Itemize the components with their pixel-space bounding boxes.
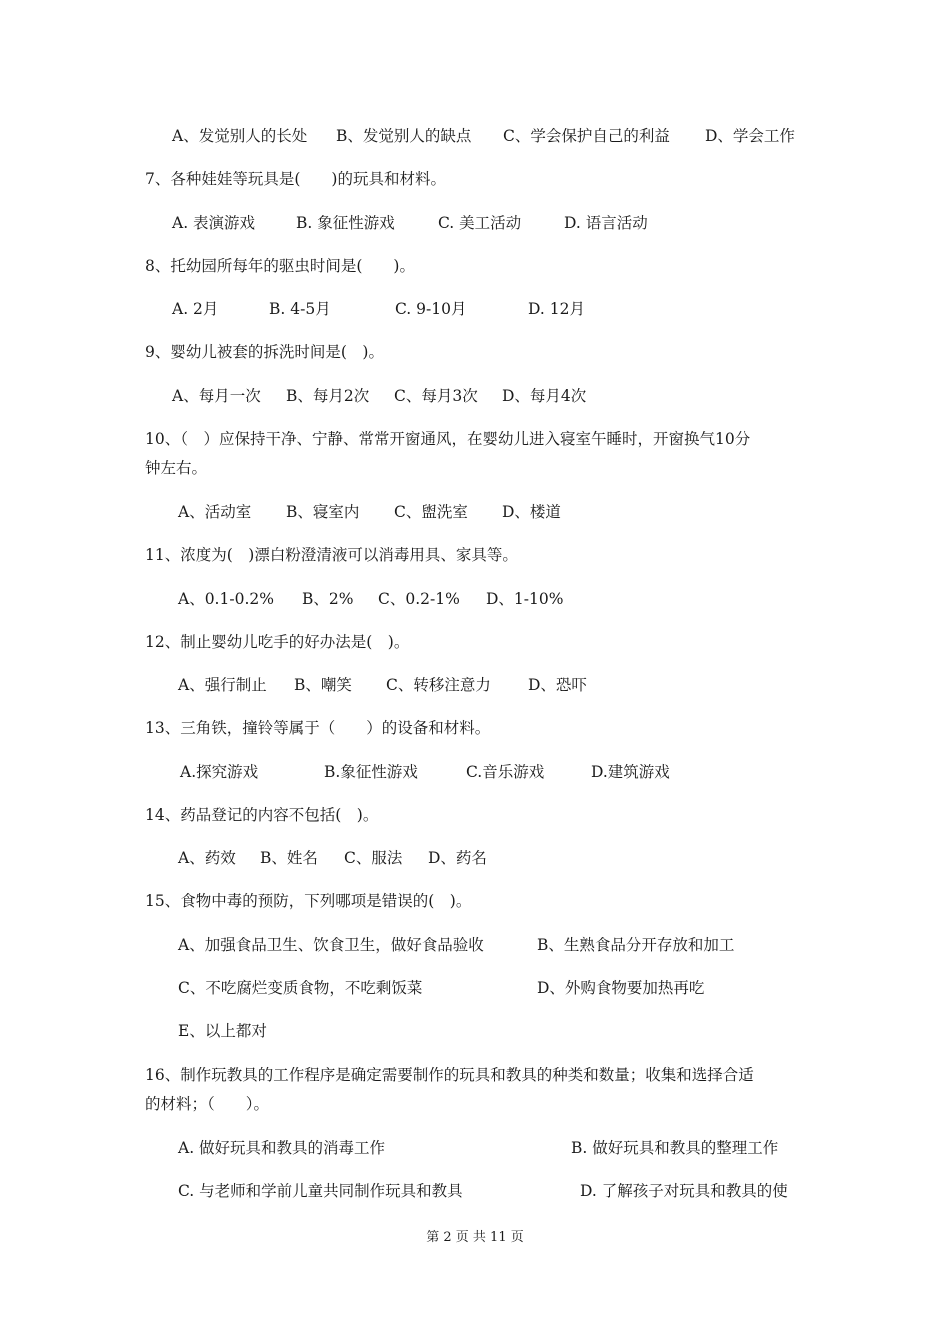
q16-stem-line1: 16、制作玩教具的工作程序是确定需要制作的玩具和教具的种类和数量；收集和选择合适 bbox=[145, 1066, 754, 1084]
q12-option-c: C、转移注意力 bbox=[386, 676, 491, 694]
q8-option-b: B. 4-5月 bbox=[269, 300, 331, 318]
q9-option-a: A、每月一次 bbox=[172, 387, 261, 405]
q9-option-d: D、每月4次 bbox=[502, 387, 587, 405]
q9-option-b: B、每月2次 bbox=[286, 387, 370, 405]
q16-stem-line2: 的材料；（ ）。 bbox=[145, 1095, 270, 1113]
q10-option-b: B、寝室内 bbox=[286, 503, 360, 521]
q9-option-c: C、每月3次 bbox=[394, 387, 478, 405]
q14-option-a: A、药效 bbox=[178, 849, 236, 867]
q10-stem-line1: 10、（ ）应保持干净、宁静、常常开窗通风，在婴幼儿进入寝室午睡时，开窗换气10分 bbox=[145, 430, 751, 448]
q12-option-a: A、强行制止 bbox=[178, 676, 267, 694]
q15-option-c: C、不吃腐烂变质食物，不吃剩饭菜 bbox=[178, 979, 423, 997]
q13-option-c: C.音乐游戏 bbox=[466, 763, 545, 781]
q12-stem: 12、制止婴幼儿吃手的好办法是( )。 bbox=[145, 633, 410, 651]
q7-option-d: D. 语言活动 bbox=[564, 214, 648, 232]
q14-option-c: C、服法 bbox=[344, 849, 403, 867]
q7-option-c: C. 美工活动 bbox=[438, 214, 522, 232]
q12-option-b: B、嘲笑 bbox=[294, 676, 352, 694]
q10-option-a: A、活动室 bbox=[178, 503, 252, 521]
q7-option-b: B. 象征性游戏 bbox=[296, 214, 395, 232]
q13-option-b: B.象征性游戏 bbox=[324, 763, 418, 781]
q14-stem: 14、药品登记的内容不包括( )。 bbox=[145, 806, 379, 824]
q11-option-c: C、0.2-1% bbox=[378, 590, 460, 608]
q16-option-d: D. 了解孩子对玩具和教具的使 bbox=[580, 1182, 788, 1200]
q10-option-c: C、盥洗室 bbox=[394, 503, 468, 521]
q16-option-b: B. 做好玩具和教具的整理工作 bbox=[571, 1139, 779, 1157]
q15-option-a: A、加强食品卫生、饮食卫生，做好食品验收 bbox=[178, 936, 484, 954]
q9-stem: 9、婴幼儿被套的拆洗时间是( )。 bbox=[145, 343, 384, 361]
q12-option-d: D、恐吓 bbox=[528, 676, 587, 694]
page-footer: 第 2 页 共 11 页 bbox=[426, 1230, 524, 1245]
q11-option-b: B、2% bbox=[302, 590, 354, 608]
q7-option-a: A. 表演游戏 bbox=[172, 214, 256, 232]
q6-option-b: B、发觉别人的缺点 bbox=[336, 127, 472, 145]
q8-option-c: C. 9-10月 bbox=[395, 300, 467, 318]
q14-option-d: D、药名 bbox=[428, 849, 487, 867]
q13-option-d: D.建筑游戏 bbox=[591, 763, 670, 781]
q15-option-e: E、以上都对 bbox=[178, 1022, 267, 1040]
q7-stem: 7、各种娃娃等玩具是( )的玩具和材料。 bbox=[145, 170, 446, 188]
q15-option-d: D、外购食物要加热再吃 bbox=[537, 979, 705, 997]
q10-option-d: D、楼道 bbox=[502, 503, 561, 521]
q14-option-b: B、姓名 bbox=[260, 849, 318, 867]
q11-option-d: D、1-10% bbox=[486, 590, 564, 608]
q6-option-d: D、学会工作 bbox=[705, 127, 795, 145]
q8-stem: 8、托幼园所每年的驱虫时间是( )。 bbox=[145, 257, 415, 275]
q16-option-c: C. 与老师和学前儿童共同制作玩具和教具 bbox=[178, 1182, 463, 1200]
q13-stem: 13、三角铁，撞铃等属于（ ）的设备和材料。 bbox=[145, 719, 491, 737]
q11-option-a: A、0.1-0.2% bbox=[178, 590, 274, 608]
q8-option-d: D. 12月 bbox=[528, 300, 585, 318]
q15-stem: 15、食物中毒的预防，下列哪项是错误的( )。 bbox=[145, 892, 472, 910]
q8-option-a: A. 2月 bbox=[172, 300, 219, 318]
q13-option-a: A.探究游戏 bbox=[180, 763, 259, 781]
q16-option-a: A. 做好玩具和教具的消毒工作 bbox=[178, 1139, 386, 1157]
q11-stem: 11、浓度为( )漂白粉澄清液可以消毒用具、家具等。 bbox=[145, 546, 518, 564]
q6-option-a: A、发觉别人的长处 bbox=[172, 127, 308, 145]
q10-stem-line2: 钟左右。 bbox=[145, 459, 208, 477]
q6-option-c: C、学会保护自己的利益 bbox=[503, 127, 670, 145]
q15-option-b: B、生熟食品分开存放和加工 bbox=[537, 936, 735, 954]
